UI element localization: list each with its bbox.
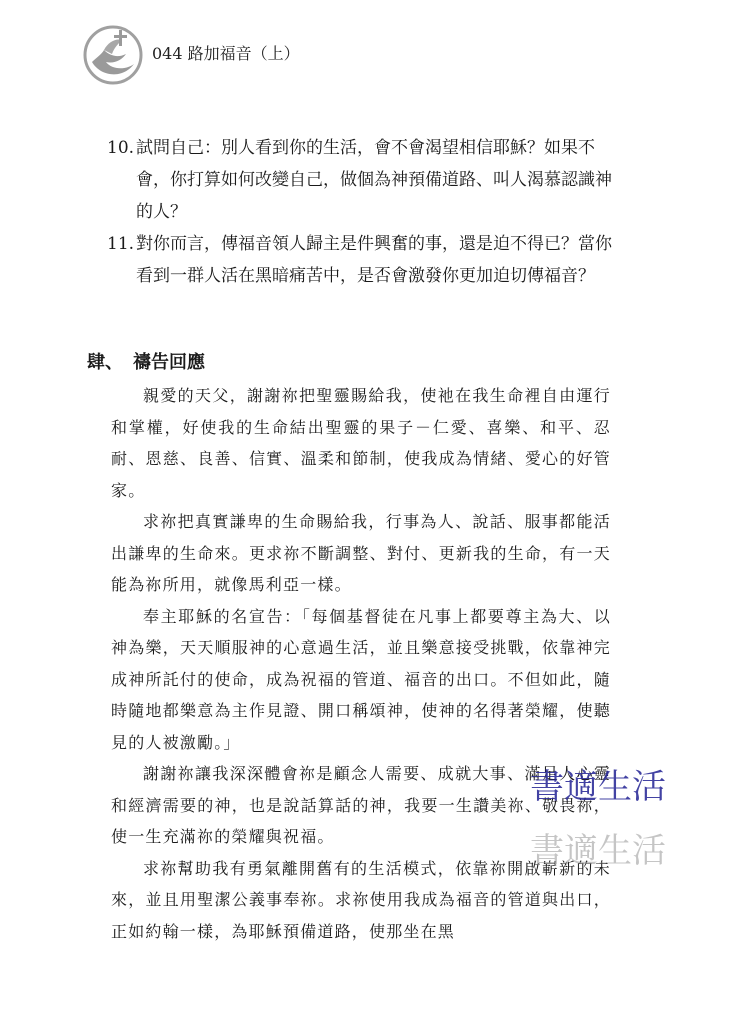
question-list — [107, 132, 627, 292]
question-item — [107, 228, 627, 292]
dove-cross-icon — [82, 24, 144, 86]
watermark-blue: 書適生活 — [530, 767, 666, 807]
prayer-paragraph: 奉主耶穌的名宣告：「每個基督徒在凡事上都要尊主為大、以神為樂，天天順服神的心意過生活，並且樂意接受挑戰，依靠神完成神所託付的使命，成為祝福的管道、福音的出口。不但如此，隨時隨地都樂意為主作見證、開口稱頌神，使神的名得著榮耀，使聽見的人被激勵。」 — [111, 606, 611, 752]
question-number: 11. — [107, 234, 135, 254]
prayer-paragraph: 求祢幫助我有勇氣離開舊有的生活模式，依靠祢開啟嶄新的未來，並且用聖潔公義事奉祢。求祢使用我成為福音的管道與出口，正如約翰一樣，為耶穌預備道路，使那坐在黑 — [111, 858, 611, 941]
section-heading — [87, 348, 205, 378]
question-number: 10. — [107, 138, 135, 158]
question-text: 對你而言，傳福音領人歸主是件興奮的事，還是迫不得已？當你看到一群人活在黑暗痛苦中，是否會激發你更加迫切傳福音？ — [136, 234, 612, 286]
question-text: 試問自己：別人看到你的生活，會不會渴望相信耶穌？如果不會，你打算如何改變自己，做個為神預備道路、叫人渴慕認識神的人？ — [136, 138, 612, 222]
prayer-paragraph: 謝謝祢讓我深深體會祢是顧念人需要、成就大事、滿足人心靈和經濟需要的神，也是說話算話的神，我要一生讚美祢、敬畏祢，使一生充滿祢的榮耀與祝福。 — [111, 764, 611, 846]
prayer-paragraph: 求祢把真實謙卑的生命賜給我，行事為人、說話、服事都能活出謙卑的生命來。更求祢不斷調整、對付、更新我的生命，有一天能為祢所用，就像馬利亞一樣。 — [111, 512, 611, 594]
prayer-paragraph: 親愛的天父，謝謝祢把聖靈賜給我，使祂在我生命裡自由運行和掌權，好使我的生命結出聖靈的果子－仁愛、喜樂、和平、忍耐、恩慈、良善、信實、溫柔和節制，使我成為情緒、愛心的好管家。 — [111, 386, 611, 500]
question-item — [107, 132, 627, 228]
section-title: 禱告回應 — [133, 352, 205, 373]
section-number: 肆、 — [87, 352, 123, 373]
running-head: 044 路加福音（上） — [152, 44, 300, 63]
watermark-gray: 書適生活 — [530, 831, 666, 871]
